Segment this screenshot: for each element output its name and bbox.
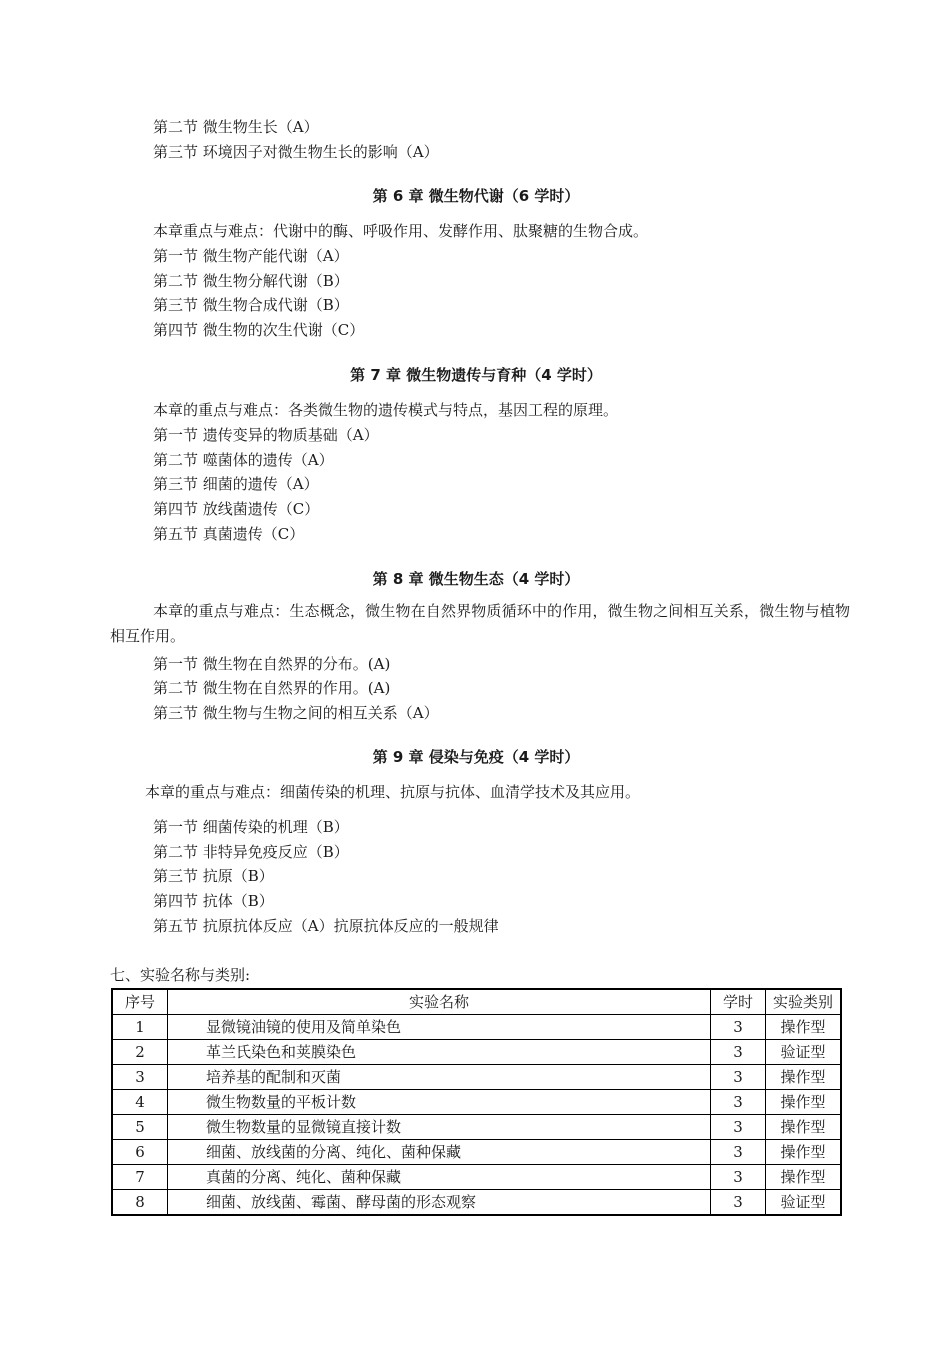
section-line: 第四节 抗体（B）	[153, 892, 274, 910]
section-line: 第三节 微生物合成代谢（B）	[153, 296, 349, 314]
chapter-9-heading: 第 9 章 侵染与免疫（4 学时）	[372, 748, 580, 766]
row-hours: 3	[711, 1165, 766, 1190]
chapter-8-focus: 本章的重点与难点：生态概念，微生物在自然界物质循环中的作用，微生物之间相互关系，微生物与植物相互作用。	[110, 602, 850, 645]
chapter-8-heading: 第 8 章 微生物生态（4 学时）	[372, 570, 580, 588]
row-type: 验证型	[766, 1040, 842, 1065]
chapter-9-focus: 本章的重点与难点：细菌传染的机理、抗原与抗体、血清学技术及其应用。	[145, 783, 641, 801]
section-line: 第一节 微生物产能代谢（A）	[153, 247, 349, 265]
row-name: 革兰氏染色和荚膜染色	[168, 1040, 711, 1065]
table-row	[112, 1040, 841, 1065]
row-name: 显微镜油镜的使用及简单染色	[168, 1015, 711, 1040]
section-line: 第三节 抗原（B）	[153, 867, 274, 885]
row-hours: 3	[711, 1065, 766, 1090]
chapter-6-focus: 本章重点与难点：代谢中的酶、呼吸作用、发酵作用、肽聚糖的生物合成。	[153, 222, 649, 240]
section-line: 第二节 微生物生长（A）	[153, 118, 319, 136]
section-line: 第二节 非特异免疫反应（B）	[153, 843, 349, 861]
table-row	[112, 1190, 841, 1216]
chapter-6-heading: 第 6 章 微生物代谢（6 学时）	[372, 187, 580, 205]
table-row	[112, 1140, 841, 1165]
section-line: 第四节 放线菌遗传（C）	[153, 500, 320, 518]
row-type: 操作型	[766, 1115, 842, 1140]
row-type: 操作型	[766, 1090, 842, 1115]
section-line: 第五节 抗原抗体反应（A）抗原抗体反应的一般规律	[153, 917, 499, 935]
row-type: 操作型	[766, 1015, 842, 1040]
row-number: 8	[112, 1190, 168, 1216]
table-header-row	[112, 989, 841, 1015]
row-hours: 3	[711, 1140, 766, 1165]
section-line: 第四节 微生物的次生代谢（C）	[153, 321, 365, 339]
section-line: 第二节 微生物在自然界的作用。(A)	[153, 679, 391, 697]
row-name: 微生物数量的平板计数	[168, 1090, 711, 1115]
table-row	[112, 1115, 841, 1140]
row-type: 操作型	[766, 1165, 842, 1190]
row-number: 1	[112, 1015, 168, 1040]
row-name: 微生物数量的显微镜直接计数	[168, 1115, 711, 1140]
row-number: 5	[112, 1115, 168, 1140]
header-number: 序号	[112, 989, 168, 1015]
row-type: 操作型	[766, 1065, 842, 1090]
table-row	[112, 1065, 841, 1090]
row-hours: 3	[711, 1090, 766, 1115]
header-name: 实验名称	[168, 989, 711, 1015]
row-hours: 3	[711, 1115, 766, 1140]
table-row	[112, 1015, 841, 1040]
experiments-title: 七、实验名称与类别:	[110, 966, 251, 984]
section-line: 第三节 微生物与生物之间的相互关系（A）	[153, 704, 439, 722]
row-hours: 3	[711, 1190, 766, 1216]
header-hours: 学时	[711, 989, 766, 1015]
row-number: 6	[112, 1140, 168, 1165]
section-line: 第三节 环境因子对微生物生长的影响（A）	[153, 143, 439, 161]
section-line: 第二节 微生物分解代谢（B）	[153, 272, 349, 290]
chapter-7-focus: 本章的重点与难点：各类微生物的遗传模式与特点，基因工程的原理。	[153, 401, 619, 419]
table-row	[112, 1090, 841, 1115]
row-hours: 3	[711, 1040, 766, 1065]
chapter-7-heading: 第 7 章 微生物遗传与育种（4 学时）	[350, 366, 602, 384]
table-row	[112, 1165, 841, 1190]
row-number: 7	[112, 1165, 168, 1190]
section-line: 第一节 微生物在自然界的分布。(A)	[153, 655, 391, 673]
section-line: 第二节 噬菌体的遗传（A）	[153, 451, 334, 469]
row-number: 3	[112, 1065, 168, 1090]
row-number: 2	[112, 1040, 168, 1065]
row-name: 细菌、放线菌的分离、纯化、菌种保藏	[168, 1140, 711, 1165]
row-number: 4	[112, 1090, 168, 1115]
section-line: 第三节 细菌的遗传（A）	[153, 475, 319, 493]
experiments-table	[111, 988, 842, 1216]
row-type: 操作型	[766, 1140, 842, 1165]
row-name: 细菌、放线菌、霉菌、酵母菌的形态观察	[168, 1190, 711, 1216]
row-name: 真菌的分离、纯化、菌种保藏	[168, 1165, 711, 1190]
section-line: 第五节 真菌遗传（C）	[153, 525, 305, 543]
header-type: 实验类别	[766, 989, 842, 1015]
row-type: 验证型	[766, 1190, 842, 1216]
section-line: 第一节 遗传变异的物质基础（A）	[153, 426, 379, 444]
row-hours: 3	[711, 1015, 766, 1040]
section-line: 第一节 细菌传染的机理（B）	[153, 818, 349, 836]
row-name: 培养基的配制和灭菌	[168, 1065, 711, 1090]
